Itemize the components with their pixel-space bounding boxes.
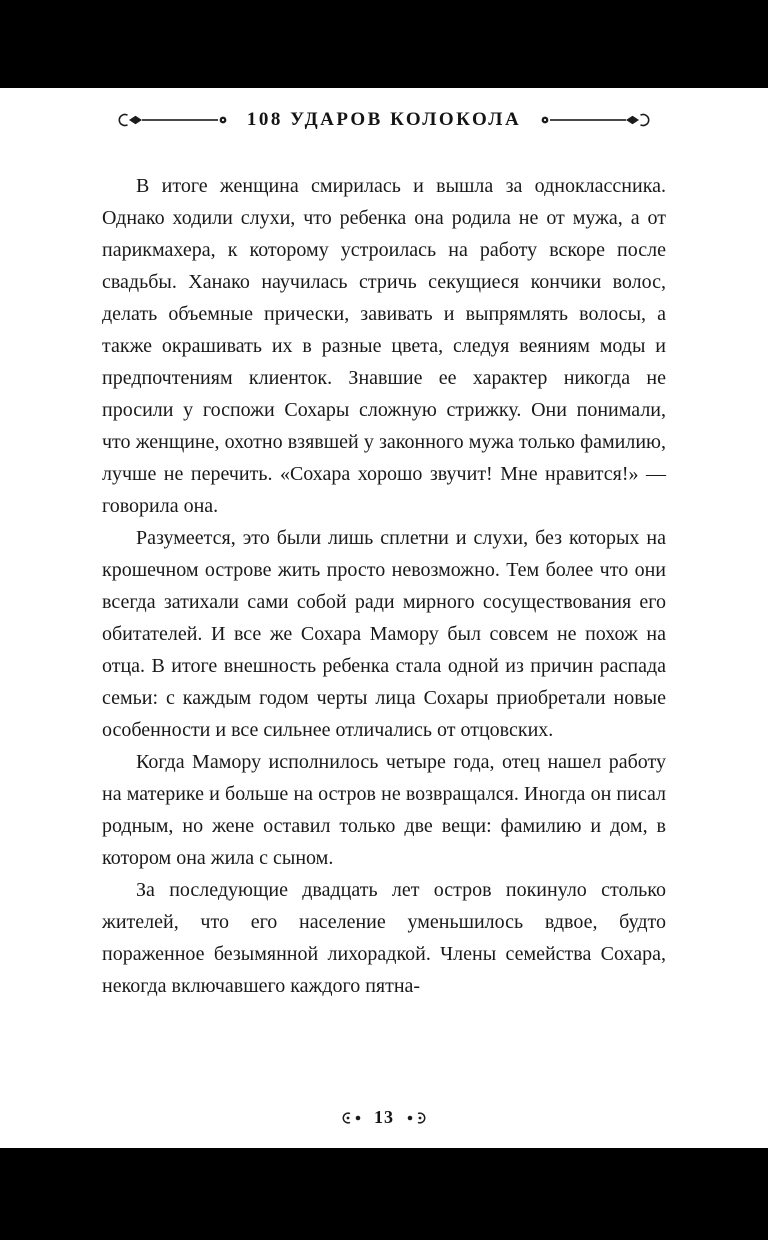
footer-ornament-right-icon	[403, 1111, 427, 1125]
book-page	[0, 88, 768, 1148]
scan-black-bar-top	[0, 0, 768, 88]
page-footer	[0, 1107, 768, 1128]
paragraph: За последующие двадцать лет остров покинуло столько жителей, что его население уменьшилось вдвое, будто пораженное безымянной лихорадкой. Члены семейства Сохара, некогда включавшего каждого пятна-	[102, 879, 666, 997]
paragraph: Когда Мамору исполнилось четыре года, отец нашел работу на материке и больше на остров не возвращался. Иногда он писал родным, но жене оставил только две вещи: фамилию и дом, в котором она жила с сыном.	[102, 751, 666, 869]
header-ornament-right-icon	[535, 112, 653, 128]
page-number: 13	[374, 1107, 394, 1127]
scan-black-bar-bottom	[0, 1148, 768, 1240]
paragraph: Разумеется, это были лишь сплетни и слухи, без которых на крошечном острове жить просто невозможно. Тем более что они всегда затихали сами собой ради мирного сосуществования его обитателей. И все же Сохара Мамору был совсем не похож на отца. В итоге внешность ребенка стала одной из причин распада семьи: с каждым годом черты лица Сохары приобретали новые особенности и все сильнее отличались от отцовских.	[102, 527, 666, 741]
running-header-title: 108 УДАРОВ КОЛОКОЛА	[246, 109, 522, 130]
footer-ornament-left-icon	[341, 1111, 365, 1125]
paragraph: В итоге женщина смирилась и вышла за одноклассника. Однако ходили слухи, что ребенка она родила не от мужа, а от парикмахера, к которому устроилась на работу вскоре после свадьбы. Ханако научилась стричь секущиеся кончики волос, делать объемные прически, завивать и выпрямлять волосы, а также окрашивать их в разные цвета, следуя веяниям моды и предпочтениям клиенток. Знавшие ее характер никогда не просили у госпожи Сохары сложную стрижку. Они понимали, что женщине, охотно взявшей у законного мужа только фамилию, лучше не перечить. «Сохара хорошо звучит! Мне нравится!» — говорила она.	[102, 175, 666, 517]
page-body	[0, 130, 768, 1002]
running-header	[0, 88, 768, 130]
header-ornament-left-icon	[115, 112, 233, 128]
